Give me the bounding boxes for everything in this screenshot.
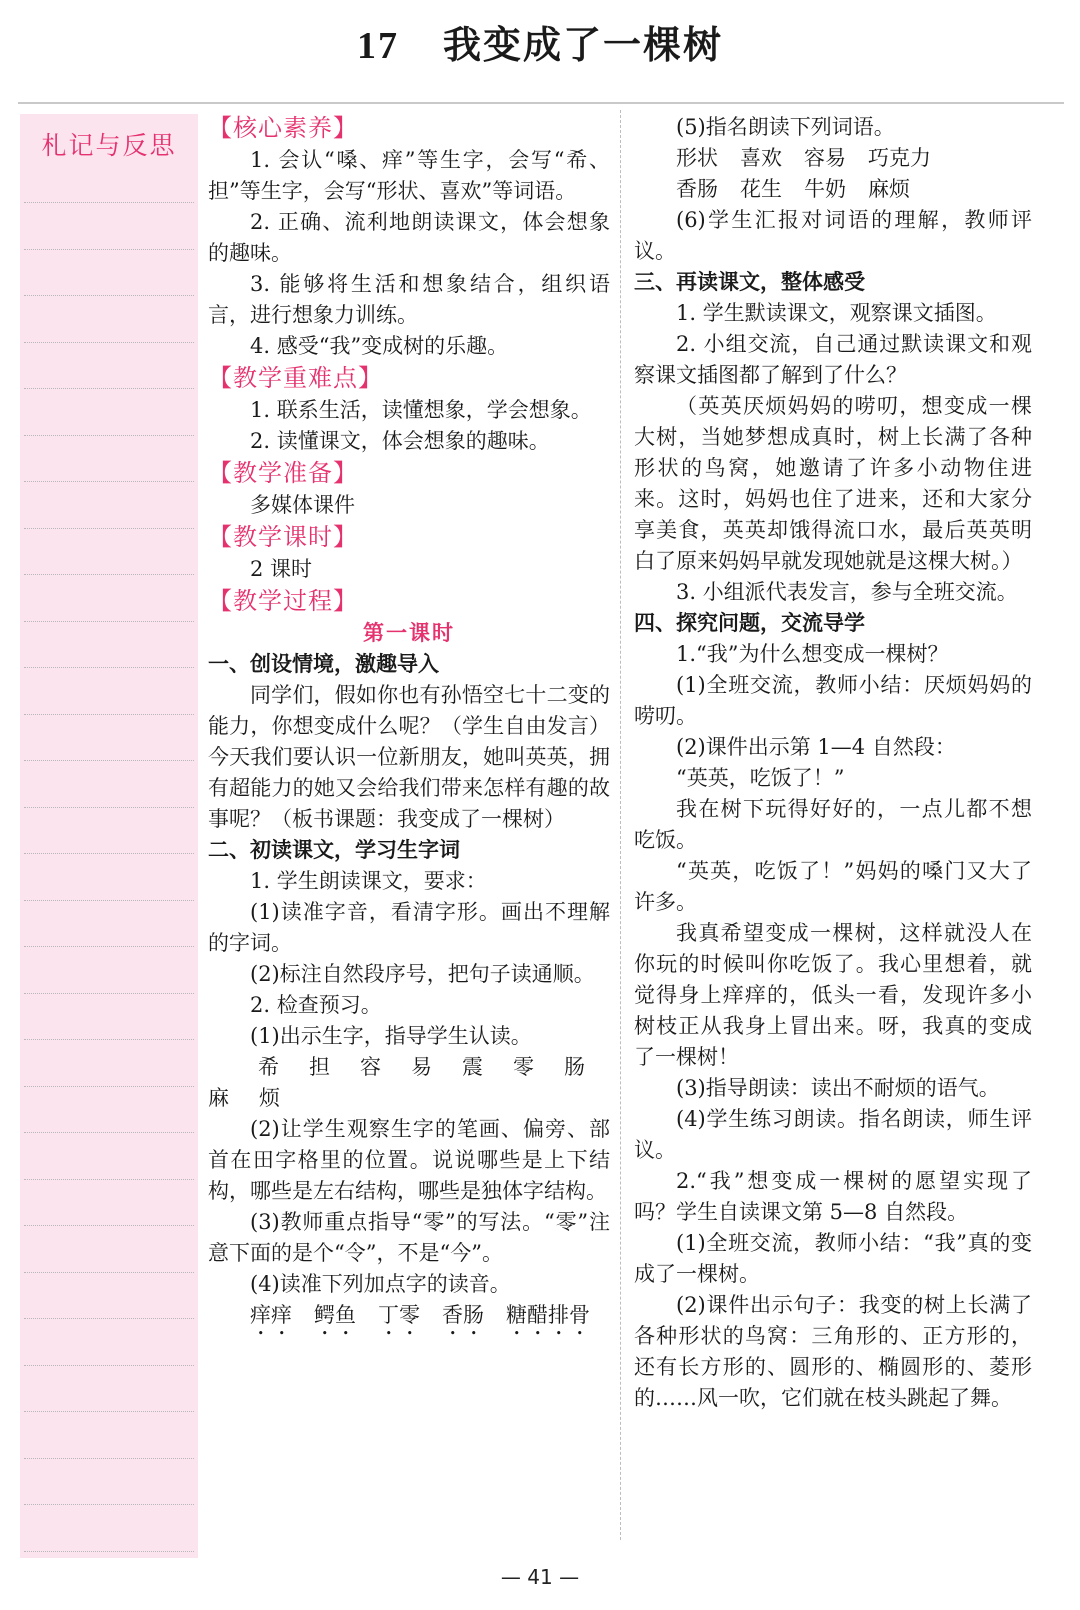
step4-item-1: 1.“我”为什么想变成一棵树？ xyxy=(676,642,949,666)
step2-item-1b: (2)标注自然段序号，把句子读通顺。 xyxy=(250,962,595,986)
step1-heading: 一、创设情境，激趣导入 xyxy=(208,652,439,676)
chapter-number: 17 xyxy=(356,25,399,67)
step2-item-1a: (1)读准字音，看清字形。画出不理解的字词。 xyxy=(208,900,610,955)
step4-item-1a: (1)全班交流，教师小结：厌烦妈妈的唠叨。 xyxy=(634,673,1032,728)
notes-writing-line xyxy=(24,993,194,994)
notes-writing-line xyxy=(24,1179,194,1180)
step4-item-2: 2.“我”想变成一棵树的愿望实现了吗？学生自读课文第 5—8 自然段。 xyxy=(634,1169,1032,1224)
chapter-title-text: 我变成了一棵树 xyxy=(442,23,723,67)
step2-item-2d: (4)读准下列加点字的读音。 xyxy=(250,1272,511,1296)
char-item: 震 xyxy=(462,1055,483,1079)
step3-item-3: 3. 小组派代表发言，参与全班交流。 xyxy=(676,580,1018,604)
notes-writing-line xyxy=(24,1272,194,1273)
notes-writing-line xyxy=(24,621,194,622)
char-list xyxy=(208,1052,610,1083)
core-item-3: 3. 能够将生活和想象结合，组织语言，进行想象力训练。 xyxy=(208,272,610,327)
word-item: 容易 xyxy=(804,146,846,170)
notes-writing-line xyxy=(24,295,194,296)
notes-writing-line xyxy=(24,1551,194,1552)
notes-writing-line xyxy=(24,1318,194,1319)
key-item-1: 1. 联系生活，读懂想象，学会想象。 xyxy=(250,398,592,422)
word-item: 麻烦 xyxy=(868,177,910,201)
word-item: 香肠 xyxy=(676,177,718,201)
dotted-word: 香肠 xyxy=(442,1303,484,1327)
notes-writing-line xyxy=(24,1039,194,1040)
step4-item-2a: (1)全班交流，教师小结：“我”真的变成了一棵树。 xyxy=(634,1231,1032,1286)
char-list-cont xyxy=(208,1083,610,1114)
section-core: 【核心素养】 xyxy=(208,114,358,142)
step3-heading: 三、再读课文，整体感受 xyxy=(634,270,865,294)
notes-writing-line xyxy=(24,714,194,715)
prep-text: 多媒体课件 xyxy=(250,493,355,517)
word-item: 巧克力 xyxy=(868,146,931,170)
core-item-2: 2. 正确、流利地朗读课文，体会想象的趣味。 xyxy=(208,210,610,265)
section-prep: 【教学准备】 xyxy=(208,459,358,487)
step3-item-1: 1. 学生默读课文，观察课文插图。 xyxy=(676,301,997,325)
step4-item-1c: (3)指导朗读：读出不耐烦的语气。 xyxy=(676,1076,1000,1100)
step2-item-6: (6)学生汇报对词语的理解，教师评议。 xyxy=(634,208,1032,263)
word-item: 形状 xyxy=(676,146,718,170)
notes-writing-line xyxy=(24,900,194,901)
step4-item-2b: (2)课件出示句子：我变的树上长满了各种形状的鸟窝：三角形的、正方形的，还有长方形的、圆形的、椭圆形的、菱形的……风一吹，它们就在枝头跳起了舞。 xyxy=(634,1293,1032,1410)
notes-writing-line xyxy=(24,481,194,482)
notes-writing-line xyxy=(24,807,194,808)
key-item-2: 2. 读懂课文，体会想象的趣味。 xyxy=(250,429,550,453)
notes-writing-line xyxy=(24,667,194,668)
word-item: 喜欢 xyxy=(740,146,782,170)
notes-writing-line xyxy=(24,1132,194,1133)
char-item: 易 xyxy=(411,1055,432,1079)
quote-2: 我在树下玩得好好的，一点儿都不想吃饭。 xyxy=(634,797,1032,852)
step4-heading: 四、探究问题，交流导学 xyxy=(634,611,865,635)
page-number: — 41 — xyxy=(500,1565,580,1589)
step2-item-2: 2. 检查预习。 xyxy=(250,993,382,1017)
dotted-word: 鳄鱼 xyxy=(314,1303,356,1327)
word-list-2 xyxy=(634,174,1032,205)
char-item: 零 xyxy=(513,1055,534,1079)
dotted-word: 痒痒 xyxy=(250,1303,292,1327)
notes-writing-line xyxy=(24,1225,194,1226)
notes-writing-line xyxy=(24,760,194,761)
step2-item-5: (5)指名朗读下列词语。 xyxy=(676,115,895,139)
notes-writing-line xyxy=(24,528,194,529)
notes-writing-line xyxy=(24,388,194,389)
step2-heading: 二、初读课文，学习生字词 xyxy=(208,838,460,862)
word-item: 牛奶 xyxy=(804,177,846,201)
notes-writing-line xyxy=(24,946,194,947)
char-item: 担 xyxy=(309,1055,330,1079)
step2-item-2b: (2)让学生观察生字的笔画、偏旁、部首在田字格里的位置。说说哪些是上下结构，哪些是左右结构，哪些是独体字结构。 xyxy=(208,1117,610,1203)
step4-item-1b: (2)课件出示第 1—4 自然段： xyxy=(676,735,956,759)
right-column xyxy=(634,112,1032,1414)
quote-1: “英英，吃饭了！” xyxy=(676,766,845,790)
notes-writing-line xyxy=(24,1086,194,1087)
dotted-word: 丁零 xyxy=(378,1303,420,1327)
word-item: 花生 xyxy=(740,177,782,201)
notes-writing-line xyxy=(24,249,194,250)
section-time: 【教学课时】 xyxy=(208,523,358,551)
column-divider xyxy=(620,110,621,1540)
lesson-heading: 第一课时 xyxy=(363,621,455,645)
quote-4: 我真希望变成一棵树，这样就没人在你玩的时候叫你吃饭了。我心里想着，就觉得身上痒痒的，低头一看，发现许多小树枝正从我身上冒出来。呀，我真的变成了一棵树！ xyxy=(634,921,1032,1069)
dotted-word: 糖醋排骨 xyxy=(506,1303,590,1327)
char-item: 容 xyxy=(360,1055,381,1079)
core-item-1: 1. 会认“嗓、痒”等生字，会写“希、担”等生字，会写“形状、喜欢”等词语。 xyxy=(208,148,610,203)
step2-item-2c: (3)教师重点指导“零”的写法。“零”注意下面的是个“令”，不是“今”。 xyxy=(208,1210,610,1265)
section-key: 【教学重难点】 xyxy=(208,364,383,392)
step2-item-1: 1. 学生朗读课文，要求： xyxy=(250,869,487,893)
sidebar-title: 札记与反思 xyxy=(41,131,177,160)
notes-writing-line xyxy=(24,342,194,343)
char-item: 肠 xyxy=(564,1055,585,1079)
char-item: 麻 xyxy=(208,1086,229,1110)
char-item: 烦 xyxy=(259,1086,280,1110)
word-list-1 xyxy=(634,143,1032,174)
chapter-title xyxy=(0,14,1080,69)
notes-writing-line xyxy=(24,202,194,203)
step3-item-2: 2. 小组交流，自己通过默读课文和观察课文插图都了解到了什么？ xyxy=(634,332,1032,387)
dotted-word-list xyxy=(208,1300,610,1340)
section-process: 【教学过程】 xyxy=(208,587,358,615)
core-item-4: 4. 感受“我”变成树的乐趣。 xyxy=(250,334,509,358)
notes-writing-line xyxy=(24,435,194,436)
notes-writing-line xyxy=(24,853,194,854)
step2-item-2a: (1)出示生字，指导学生认读。 xyxy=(250,1024,532,1048)
left-column xyxy=(208,112,610,1340)
notes-writing-line xyxy=(24,1411,194,1412)
notes-writing-line xyxy=(24,1458,194,1459)
notes-sidebar xyxy=(20,114,198,1558)
step4-item-1d: (4)学生练习朗读。指名朗读，师生评议。 xyxy=(634,1107,1032,1162)
char-item: 希 xyxy=(258,1055,279,1079)
notes-writing-line xyxy=(24,574,194,575)
quote-3: “英英，吃饭了！”妈妈的嗓门又大了许多。 xyxy=(634,859,1032,914)
top-rule xyxy=(18,102,1064,104)
notes-writing-line xyxy=(24,1504,194,1505)
step1-text: 同学们，假如你也有孙悟空七十二变的能力，你想变成什么呢？（学生自由发言）今天我们要认识一位新朋友，她叫英英，拥有超能力的她又会给我们带来怎样有趣的故事呢？（板书课题：我变成了一棵树） xyxy=(208,683,610,831)
time-text: 2 课时 xyxy=(250,557,313,581)
notes-writing-line xyxy=(24,1365,194,1366)
step3-item-2a: （英英厌烦妈妈的唠叨，想变成一棵大树，当她梦想成真时，树上长满了各种形状的鸟窝，她邀请了许多小动物住进来。这时，妈妈也住了进来，还和大家分享美食，英英却饿得流口水，最后英英明白了原来妈妈早就发现她就是这棵大树。） xyxy=(634,394,1032,573)
